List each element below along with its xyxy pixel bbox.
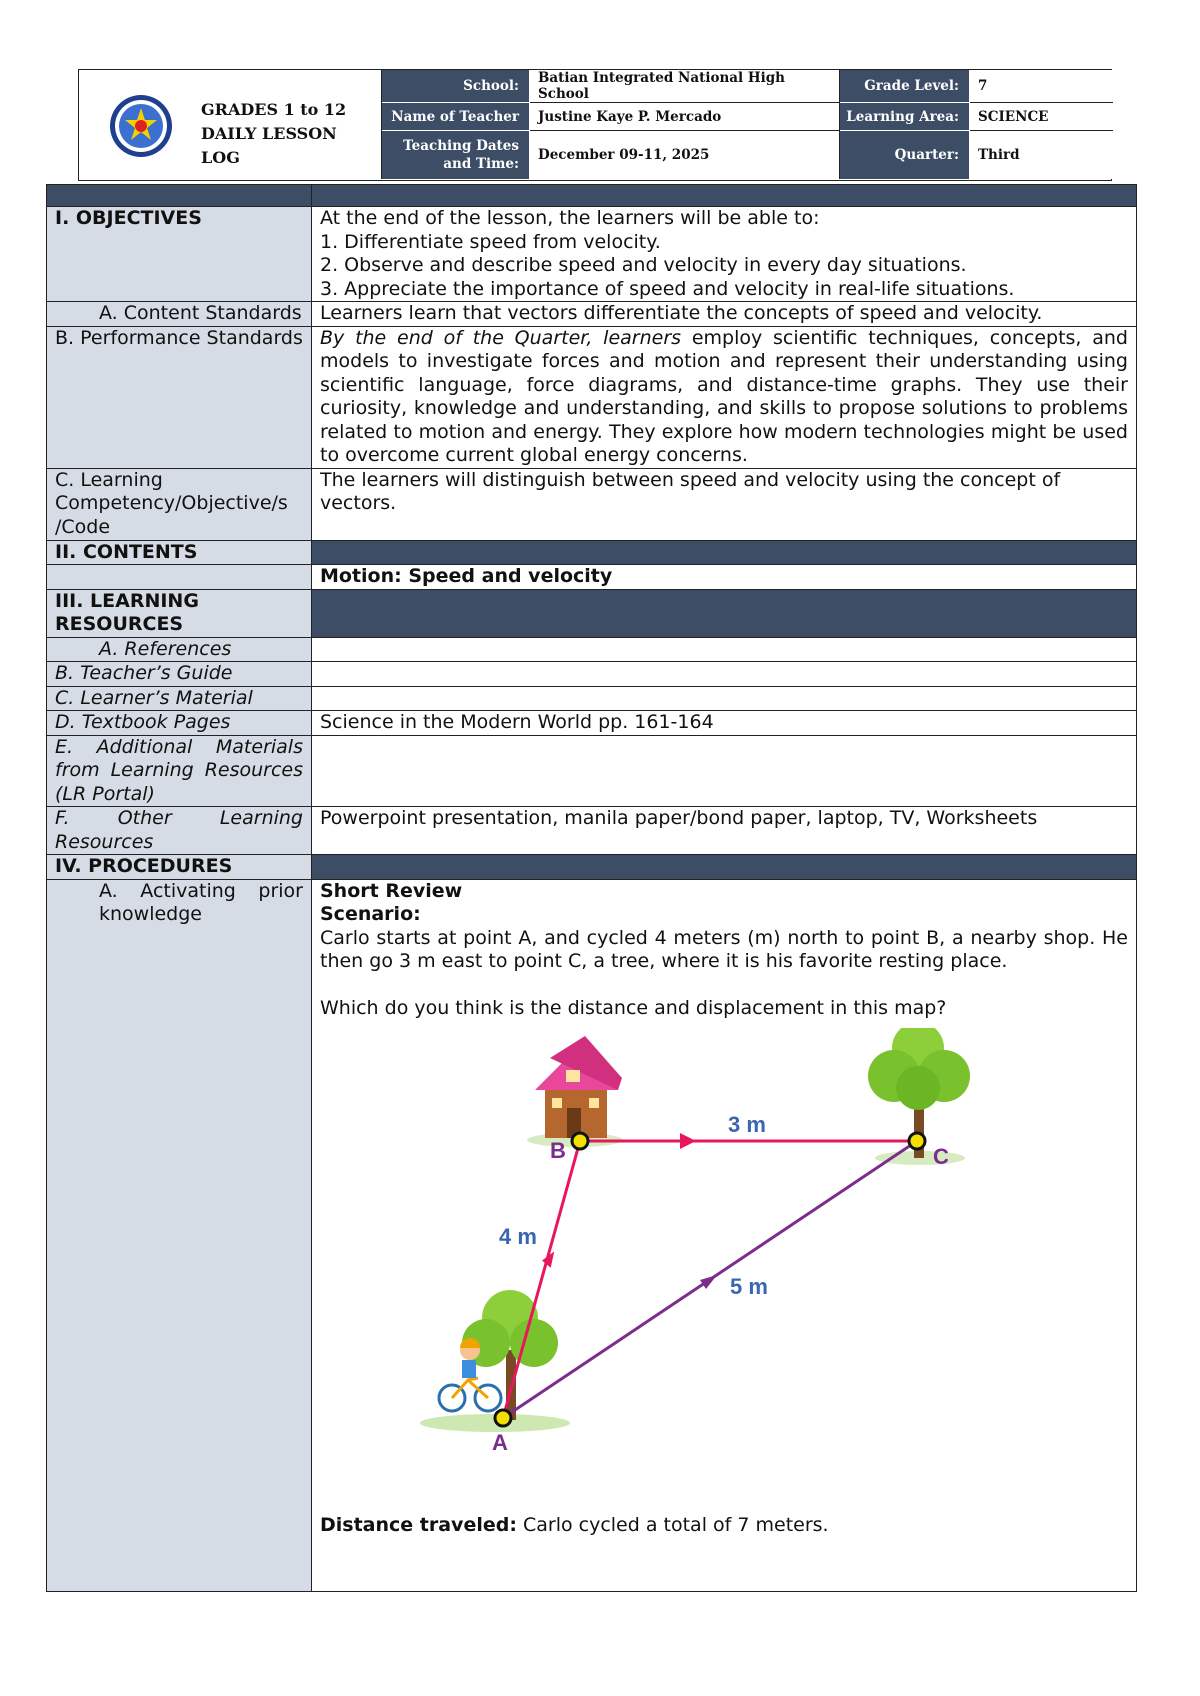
learners-material-row xyxy=(47,686,1137,711)
topic-row xyxy=(47,565,1137,590)
contents-label: II. CONTENTS xyxy=(47,540,312,565)
scenario-text: Carlo starts at point A, and cycled 4 meters (m) north to point B, a nearby shop. He then go 3 m east to point C, a tree, where it is his favorite resting place. xyxy=(320,926,1128,972)
other-resources-label: F. Other Learning Resources xyxy=(47,807,312,855)
content-standards-label: A. Content Standards xyxy=(47,302,312,327)
grade-label: Grade Level: xyxy=(840,70,970,103)
competency-row xyxy=(47,468,1137,540)
dates-label: Teaching Dates and Time: xyxy=(382,131,530,179)
textbook-row xyxy=(47,711,1137,736)
teacher-value: Justine Kaye P. Mercado xyxy=(530,103,840,131)
performance-italic-lead: By the end of the Quarter, learners xyxy=(320,326,682,349)
title-line-1: GRADES 1 to 12 xyxy=(201,100,347,119)
area-value: SCIENCE xyxy=(970,103,1113,131)
distance-label: Distance traveled: xyxy=(320,1514,517,1536)
title-line-2: DAILY LESSON xyxy=(201,124,337,143)
path-ab xyxy=(503,1141,580,1418)
lesson-table xyxy=(46,184,1137,1592)
objective-3: 3. Appreciate the importance of speed and velocity in real-life situations. xyxy=(320,277,1015,300)
resources-label: III. LEARNING RESOURCES xyxy=(47,589,312,637)
label-ac: 5 m xyxy=(730,1274,768,1299)
activating-label: A. Activating prior knowledge xyxy=(47,879,312,1591)
title-line-3: LOG xyxy=(201,148,240,167)
content-standards-row xyxy=(47,302,1137,327)
distance-text: Carlo cycled a total of 7 meters. xyxy=(516,1514,829,1536)
topic-text: Motion: Speed and velocity xyxy=(312,565,1137,590)
learners-material-label: C. Learner’s Material xyxy=(47,686,312,711)
objective-1: 1. Differentiate speed from velocity. xyxy=(320,230,661,253)
school-value: Batian Integrated National High School xyxy=(530,70,840,103)
label-c: C xyxy=(933,1144,949,1169)
contents-row xyxy=(47,540,1137,565)
performance-standards-label: B. Performance Standards xyxy=(47,326,312,468)
activating-content xyxy=(312,879,1137,1591)
teacher-label: Name of Teacher xyxy=(382,103,530,131)
objectives-content xyxy=(312,207,1137,302)
question-text: Which do you think is the distance and displacement in this map? xyxy=(320,996,947,1019)
objective-2: 2. Observe and describe speed and velocity in every day situations. xyxy=(320,254,967,276)
objective-intro: At the end of the lesson, the learners will be able to: xyxy=(320,207,820,229)
references-row xyxy=(47,637,1137,662)
other-resources-text: Powerpoint presentation, manila paper/bond paper, laptop, TV, Worksheets xyxy=(312,807,1137,855)
point-c-marker xyxy=(909,1133,925,1149)
textbook-text: Science in the Modern World pp. 161-164 xyxy=(312,711,1137,736)
label-ab: 4 m xyxy=(499,1224,537,1249)
scenario-heading: Scenario: xyxy=(320,903,421,925)
other-resources-row xyxy=(47,807,1137,855)
school-label: School: xyxy=(382,70,530,103)
label-bc: 3 m xyxy=(728,1112,766,1137)
procedures-label: IV. PROCEDURES xyxy=(47,855,312,880)
textbook-label: D. Textbook Pages xyxy=(47,711,312,736)
house-icon xyxy=(535,1036,622,1138)
arrow-bc xyxy=(680,1133,696,1149)
teachers-guide-row xyxy=(47,662,1137,687)
content-standards-text: Learners learn that vectors differentiate the concepts of speed and velocity. xyxy=(312,302,1137,327)
teachers-guide-label: B. Teacher’s Guide xyxy=(47,662,312,687)
quarter-value: Third xyxy=(970,131,1113,179)
header-title-cell xyxy=(79,70,382,179)
header-info-grid xyxy=(382,70,1110,179)
arrow-ac xyxy=(700,1275,717,1289)
performance-standards-row xyxy=(47,326,1137,468)
grade-value: 7 xyxy=(970,70,1113,103)
distance-displacement-map xyxy=(360,1028,980,1518)
label-b: B xyxy=(550,1138,566,1163)
objectives-label: I. OBJECTIVES xyxy=(47,207,312,302)
competency-label: C. Learning Competency/Objective/s /Code xyxy=(47,468,312,540)
short-review-heading: Short Review xyxy=(320,879,463,902)
activating-row xyxy=(47,879,1137,1591)
performance-standards-text: employ scientific techniques, concepts, and models to investigate forces and motion and represent their understanding using scientific language, force diagrams, and distance-time graphs. They use their curiosity, knowledge and understanding, and skills to propose solutions to problems related to motion and energy. They explore how modern technologies might be used to overcome current global energy concerns. xyxy=(320,326,1128,466)
area-label: Learning Area: xyxy=(840,103,970,131)
table-header-row xyxy=(47,185,1137,207)
label-a: A xyxy=(492,1430,508,1455)
procedures-row xyxy=(47,855,1137,880)
point-a-marker xyxy=(495,1410,511,1426)
references-label: A. References xyxy=(47,637,312,662)
performance-standards-content xyxy=(312,326,1137,468)
resources-row xyxy=(47,589,1137,637)
quarter-label: Quarter: xyxy=(840,131,970,179)
dll-title xyxy=(201,98,371,170)
objectives-row xyxy=(47,207,1137,302)
additional-materials-label: E. Additional Materials from Learning Resources (LR Portal) xyxy=(47,735,312,807)
deped-seal-icon xyxy=(109,94,173,158)
header-block xyxy=(78,69,1112,181)
additional-materials-row xyxy=(47,735,1137,807)
distance-line xyxy=(320,1514,1128,1538)
competency-text: The learners will distinguish between speed and velocity using the concept of vectors. xyxy=(312,468,1137,540)
dates-value: December 09-11, 2025 xyxy=(530,131,840,179)
point-b-marker xyxy=(572,1133,588,1149)
